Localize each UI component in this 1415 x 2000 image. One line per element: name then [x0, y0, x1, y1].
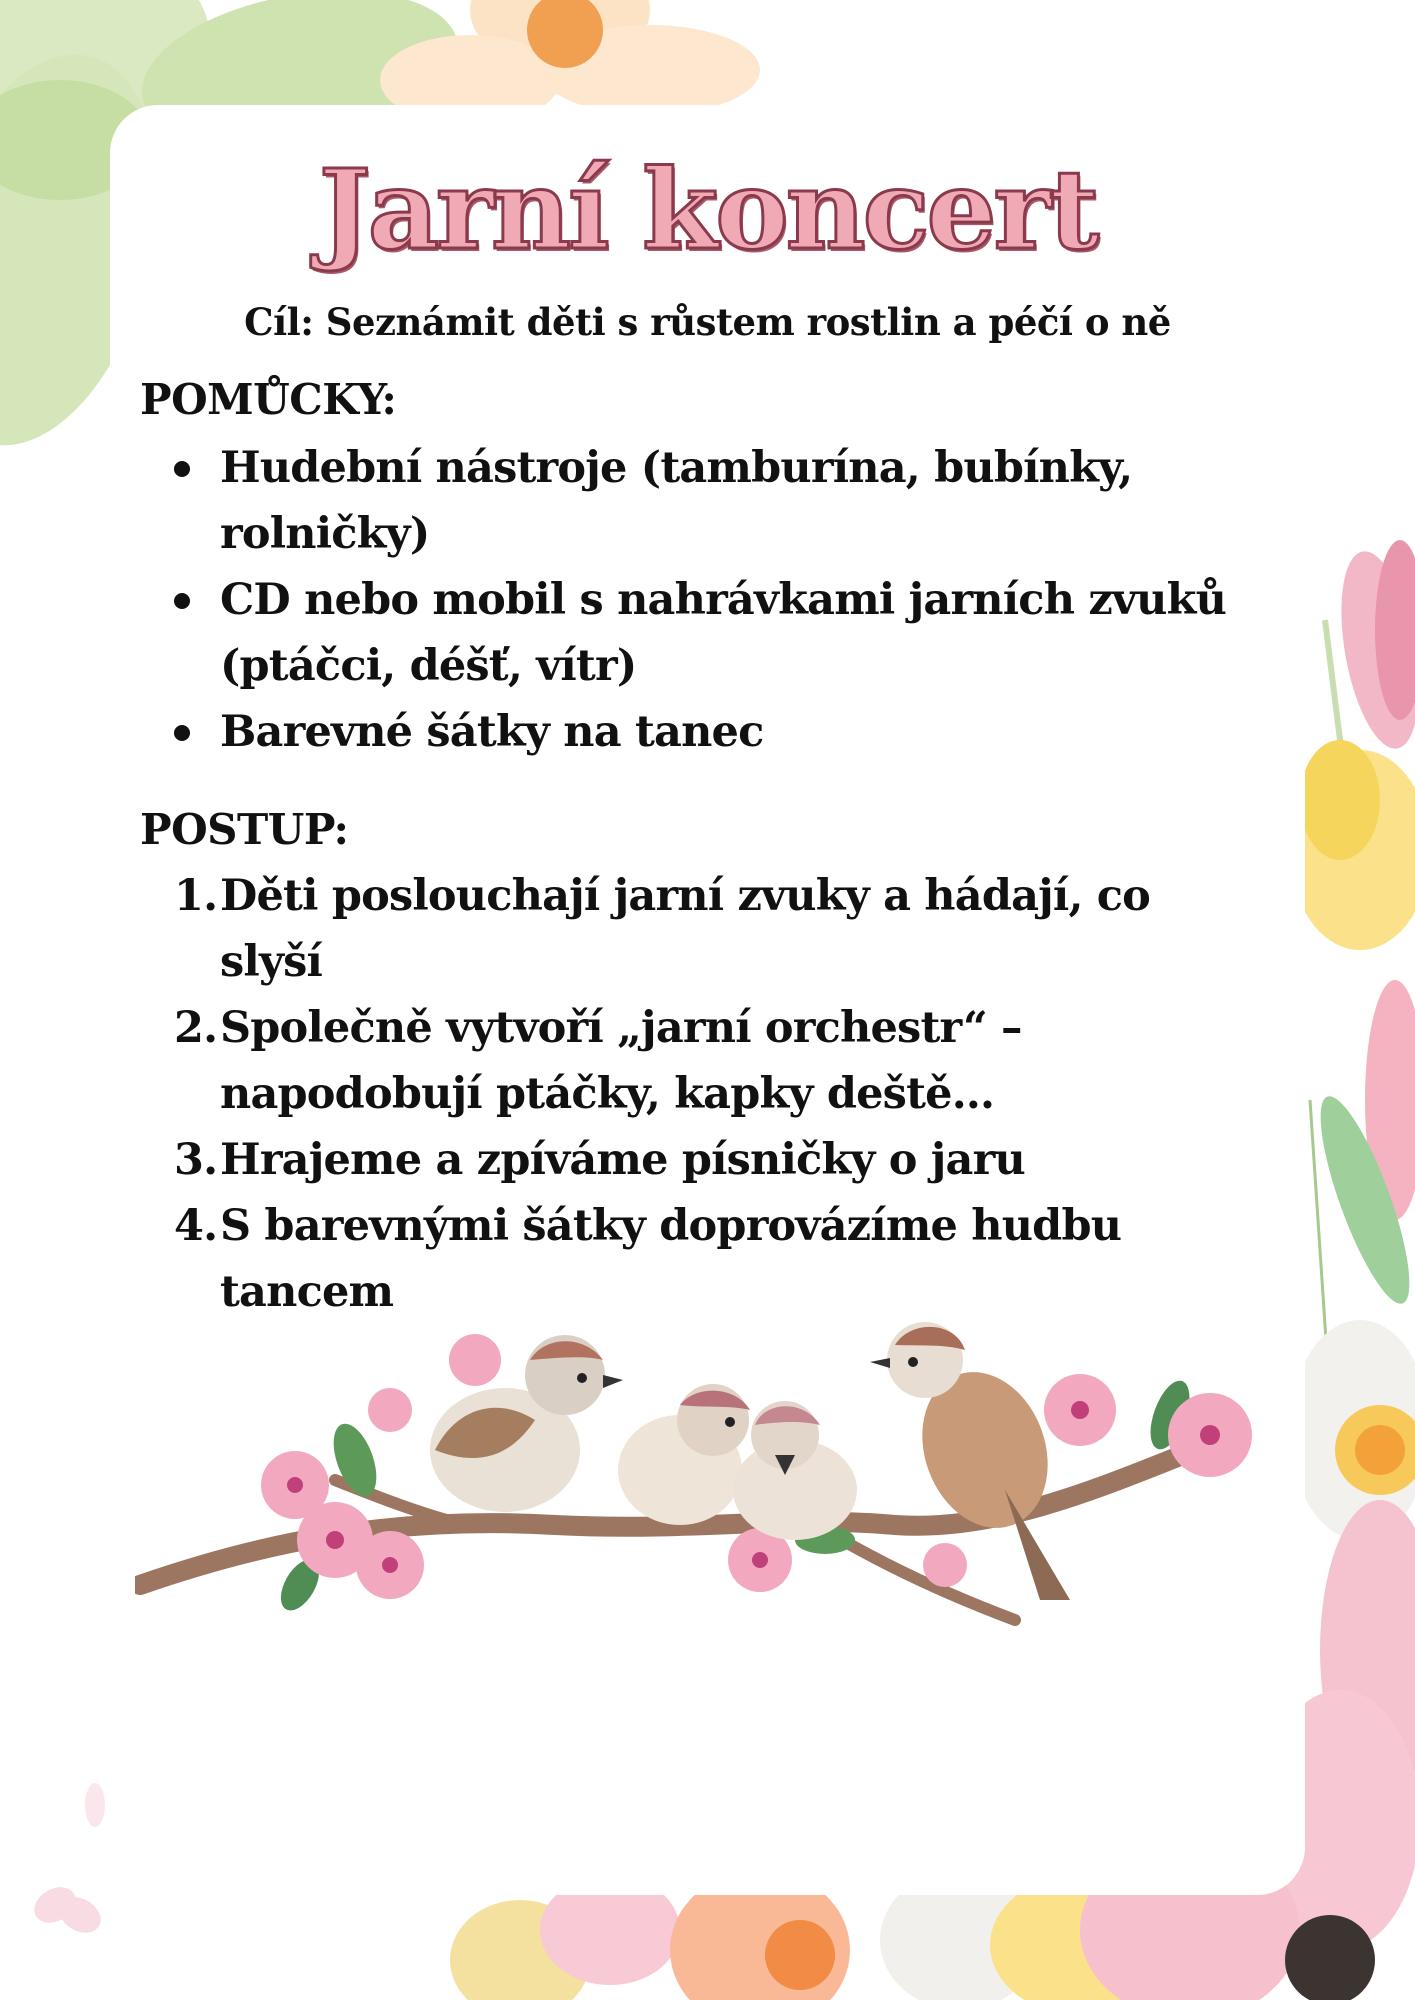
list-item: CD nebo mobil s nahrávkami jarních zvuků (ptáčci, déšť, vítr) — [220, 567, 1250, 699]
goal-text: Cíl: Seznámit děti s růstem rostlin a péčí o ně — [244, 300, 1171, 344]
supplies-heading: POMŮCKY: — [140, 375, 397, 424]
sparrows-branch-illustration — [135, 1300, 1285, 1640]
step-number: 3. — [174, 1135, 218, 1185]
list-item — [174, 1127, 1250, 1193]
list-item: Hudební nástroje (tamburína, bubínky, rolničky) — [220, 435, 1250, 567]
supplies-list — [220, 435, 1250, 765]
step-text: S barevnými šátky doprovázíme hudbu tancem — [220, 1201, 1122, 1317]
procedure-heading: POSTUP: — [140, 805, 349, 854]
list-item — [174, 863, 1250, 995]
step-text: Společně vytvoří „jarní orchestr“ – napodobují ptáčky, kapky deště... — [220, 1003, 1022, 1119]
list-item: Barevné šátky na tanec — [220, 699, 1250, 765]
step-number: 4. — [174, 1201, 218, 1251]
step-number: 1. — [174, 871, 218, 921]
step-number: 2. — [174, 1003, 218, 1053]
step-text: Děti poslouchají jarní zvuky a hádají, co slyší — [220, 871, 1151, 987]
step-text: Hrajeme a zpíváme písničky o jaru — [220, 1135, 1025, 1185]
page-title: Jarní koncert — [318, 145, 1097, 274]
list-item — [174, 995, 1250, 1127]
procedure-list — [174, 863, 1250, 1325]
